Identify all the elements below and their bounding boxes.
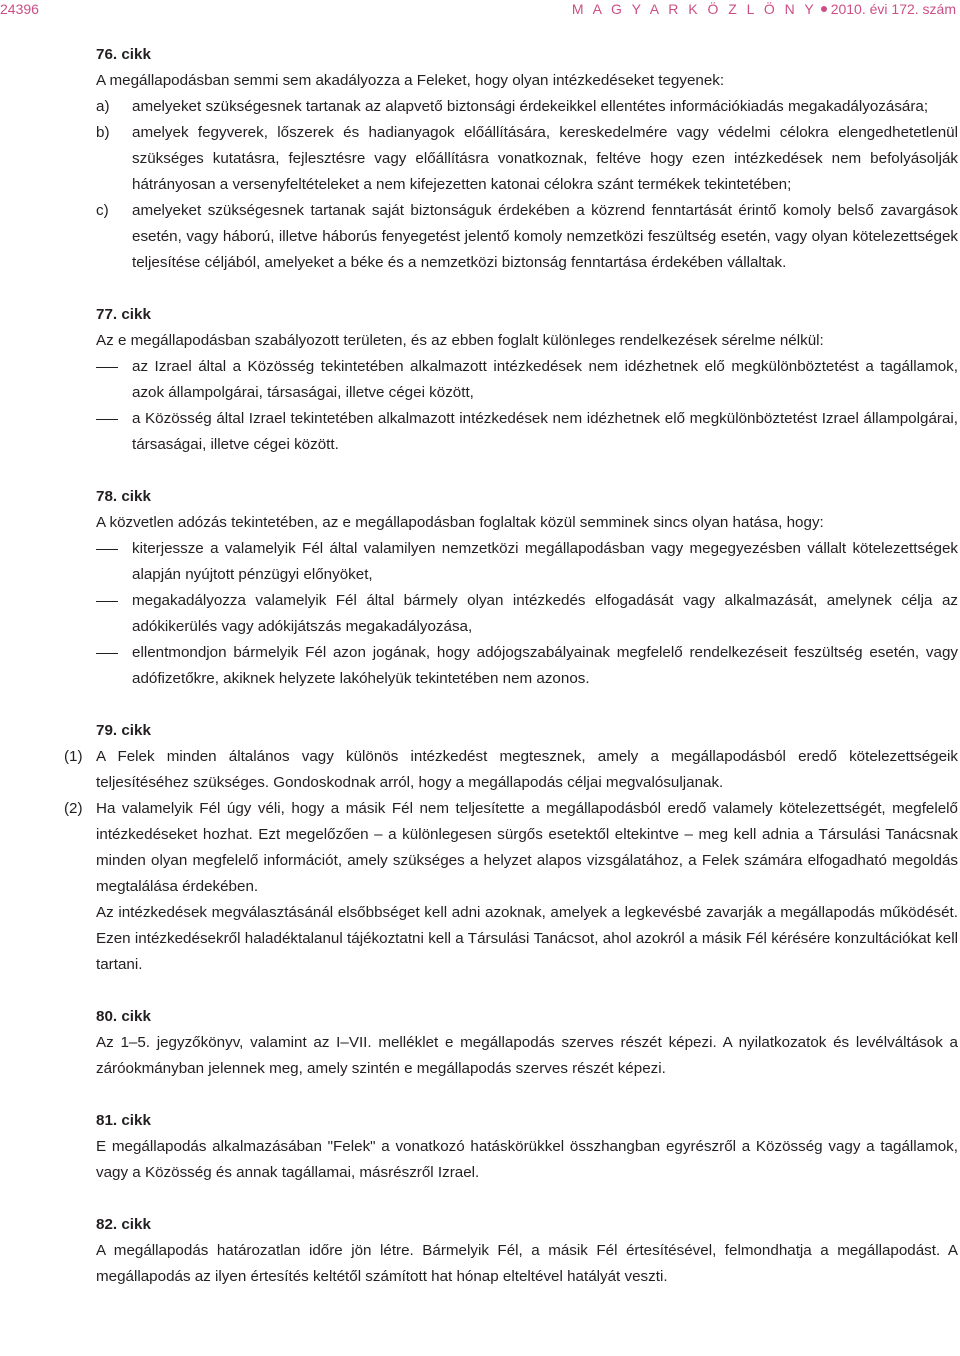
paragraph-continuation: Az intézkedések megválasztásánál elsőbbséget kell adni azoknak, amelyek a legkevésbé zavarják a megállapodás működését. Ezen intézkedésekről haladéktalanul tájékoztatni kell a Társulási Tanácsot, ahol azokról a másik Fél kérésére konzultációkat kell tartani. <box>96 904 958 973</box>
issue-label: 2010. évi 172. szám <box>830 1 956 17</box>
article-title: 78. cikk <box>96 488 151 505</box>
publication-header <box>572 1 956 17</box>
dash-icon <box>96 419 118 420</box>
list-item <box>96 198 958 276</box>
article-title: 82. cikk <box>96 1216 151 1233</box>
article-title: 81. cikk <box>96 1112 151 1129</box>
list-item-text: az Izrael által a Közösség tekintetében alkalmazott intézkedések nem idézhetnek elő megkülönböztetést a tagállamok, azok állampolgárai, társaságai, illetve cégei között, <box>132 358 958 401</box>
article-79 <box>64 718 958 978</box>
dash-icon <box>96 601 118 602</box>
running-header <box>0 0 960 22</box>
article-77 <box>96 302 958 458</box>
list-item-text: amelyek fegyverek, lőszerek és hadianyagok előállítására, kereskedelmére vagy védelmi célokra elengedhetetlenül szükséges kutatásra, fejlesztésre vagy előállításra vonatkoznak, feltéve hogy ezen intézkedések nem befolyásolják hátrányosan a versenyfeltételeket a nem kifejezetten katonai célokra szánt termékek tekintetében; <box>132 124 958 193</box>
numbered-paragraph <box>64 796 958 900</box>
article-title: 77. cikk <box>96 306 151 323</box>
dash-icon <box>96 549 118 550</box>
article-title: 79. cikk <box>96 722 151 739</box>
article-intro: Az e megállapodásban szabályozott területen, és az ebben foglalt különleges rendelkezések sérelme nélkül: <box>96 332 824 349</box>
paragraph-text: Ha valamelyik Fél úgy véli, hogy a másik Fél nem teljesítette a megállapodásból eredő valamely kötelezettségét, megfelelő intézkedéseket hozhat. Ezt megelőzően – a különlegesen sürgős esetektől eltekintve – meg kell adnia a Társulási Tanácsnak minden olyan megfelelő információt, amely szükséges a helyzet alapos vizsgálatához, a Felek számára elfogadható megoldás megtalálása érdekében. <box>96 800 958 895</box>
dash-list-item <box>96 588 958 640</box>
article-intro: A közvetlen adózás tekintetében, az e megállapodásban foglaltak közül semminek sincs olyan hatása, hogy: <box>96 514 824 531</box>
dash-list-item <box>96 406 958 458</box>
paragraph-marker: (2) <box>64 800 83 817</box>
article-title: 76. cikk <box>96 46 151 63</box>
dash-icon <box>96 367 118 368</box>
article-78 <box>96 484 958 692</box>
article-intro: A megállapodásban semmi sem akadályozza a Feleket, hogy olyan intézkedéseket tegyenek: <box>96 72 725 89</box>
list-marker: c) <box>96 202 109 219</box>
list-item-text: ellentmondjon bármelyik Fél azon jogának, hogy adójogszabályainak megfelelő rendelkezéseit feszültség esetén, vagy adófizetőkre, akiknek helyzete lakóhelyük tekintetében nem azonos. <box>132 644 958 687</box>
article-76 <box>96 42 958 276</box>
list-marker: b) <box>96 124 110 141</box>
list-item-text: megakadályozza valamelyik Fél által bármely olyan intézkedés elfogadását vagy alkalmazását, amelynek célja az adókikerülés vagy adókijátszás megakadályozása, <box>132 592 958 635</box>
document-body <box>64 42 958 1316</box>
article-title: 80. cikk <box>96 1008 151 1025</box>
list-item-text: amelyeket szükségesnek tartanak az alapvető biztonsági érdekeikkel ellentétes információkiadás megakadályozására; <box>132 98 929 115</box>
dash-list-item <box>96 354 958 406</box>
numbered-paragraph <box>64 744 958 796</box>
article-82 <box>96 1212 958 1290</box>
list-item <box>96 94 958 120</box>
list-marker: a) <box>96 98 110 115</box>
list-item-text: kiterjessze a valamelyik Fél által valamilyen nemzetközi megállapodásban vagy megegyezésben vállalt kötelezettségek alapján nyújtott pénzügyi előnyöket, <box>132 540 958 583</box>
dash-icon <box>96 653 118 654</box>
list-item-text: amelyeket szükségesnek tartanak saját biztonságuk érdekében a közrend fenntartását érintő komoly belső zavargások esetén, vagy háború, illetve háborús fenyegetést jelentő komoly nemzetközi feszültség esetén, vagy olyan kötelezettségek teljesítése céljából, amelyeket a béke és a nemzetközi biztonság fenntartása érdekében vállaltak. <box>132 202 958 271</box>
bullet-dot-icon <box>821 6 827 12</box>
article-text: A megállapodás határozatlan időre jön létre. Bármelyik Fél, a másik Fél értesítésével, felmondhatja a megállapodást. A megállapodás az ilyen értesítés keltétől számított hat hónap elteltével hatályát veszti. <box>96 1242 958 1285</box>
dash-list-item <box>96 640 958 692</box>
article-81 <box>96 1108 958 1186</box>
article-text: E megállapodás alkalmazásában "Felek" a vonatkozó hatáskörükkel összhangban egyrészről a Közösség vagy a tagállamok, vagy a Közösség és annak tagállamai, másrészről Izrael. <box>96 1138 958 1181</box>
page-number: 24396 <box>0 1 39 17</box>
publication-name: M A G Y A R K Ö Z L Ö N Y <box>571 1 817 17</box>
paragraph-text: A Felek minden általános vagy különös intézkedést megtesznek, amely a megállapodásból eredő kötelezettségeik teljesítéséhez szükséges. Gondoskodnak arról, hogy a megállapodás céljai megvalósuljanak. <box>96 748 958 791</box>
dash-list-item <box>96 536 958 588</box>
list-item <box>96 120 958 198</box>
paragraph-marker: (1) <box>64 748 83 765</box>
list-item-text: a Közösség által Izrael tekintetében alkalmazott intézkedések nem idézhetnek elő megkülönböztetést Izrael állampolgárai, társaságai, illetve cégei között. <box>132 410 958 453</box>
article-80 <box>96 1004 958 1082</box>
article-text: Az 1–5. jegyzőkönyv, valamint az I–VII. melléklet e megállapodás szerves részét képezi. A nyilatkozatok és levélváltások a záróokmányban jelennek meg, amely szintén e megállapodás szerves részét képezi. <box>96 1034 958 1077</box>
